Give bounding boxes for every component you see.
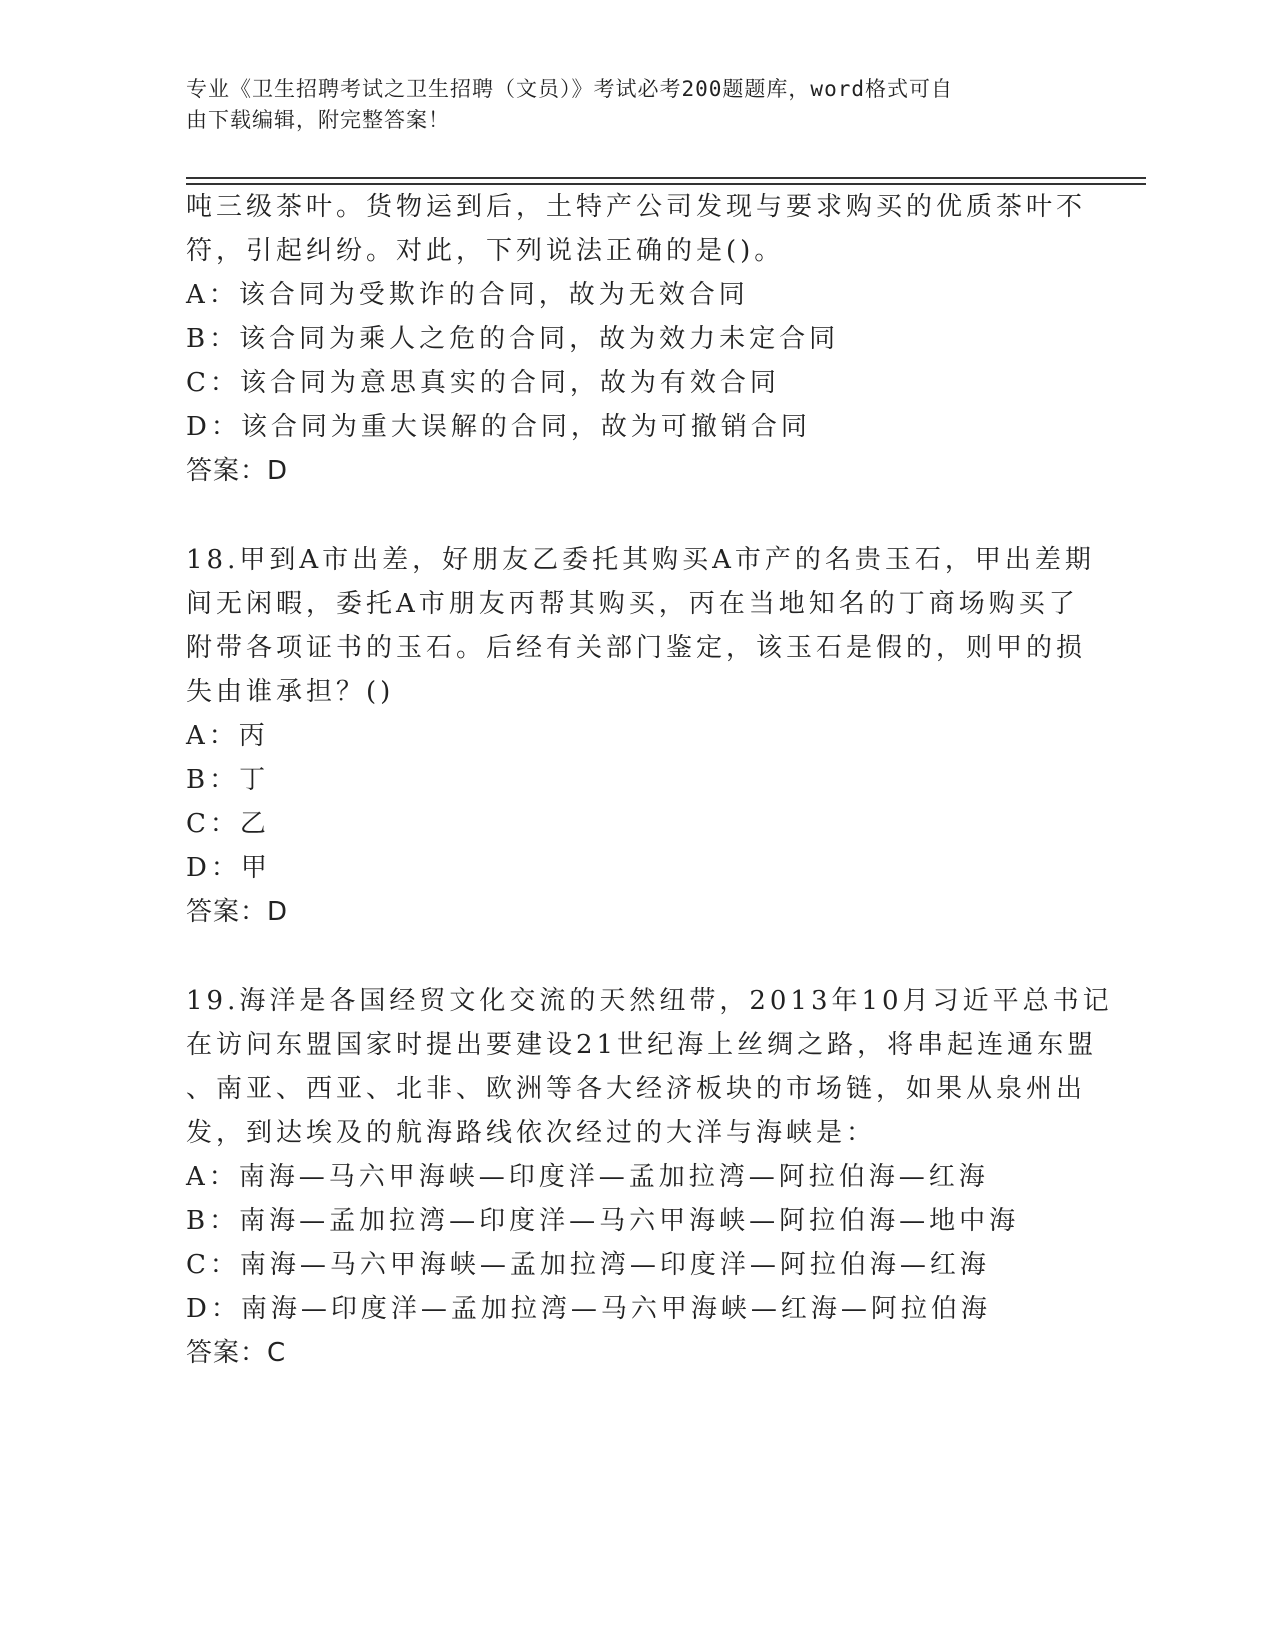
q19-stem-line-4: 发，到达埃及的航海路线依次经过的大洋与海峡是：: [186, 1118, 877, 1148]
q18-option-c: C：乙: [186, 809, 270, 839]
header-divider-bottom: [186, 183, 1146, 185]
header-title-line-2: 由下载编辑，附完整答案！: [186, 108, 450, 132]
header-title-line-1: 专业《卫生招聘考试之卫生招聘（文员）》考试必考200题题库，word格式可自: [186, 77, 953, 101]
q18-option-b: B：丁: [186, 765, 270, 795]
q17-option-b: B：该合同为乘人之危的合同，故为效力未定合同: [186, 324, 840, 354]
q18-stem-line-3: 附带各项证书的玉石。后经有关部门鉴定，该玉石是假的，则甲的损: [186, 633, 1087, 663]
q17-stem-line-1: 吨三级茶叶。货物运到后，土特产公司发现与要求购买的优质茶叶不: [186, 192, 1087, 222]
header-divider-top: [186, 177, 1146, 179]
q19-stem-line-1: 19.海洋是各国经贸文化交流的天然纽带，2013年10月习近平总书记: [186, 986, 1113, 1016]
q18-answer: 答案：D: [186, 897, 289, 927]
q17-option-a: A：该合同为受欺诈的合同，故为无效合同: [186, 280, 749, 310]
document-header: [186, 74, 1066, 136]
q17-answer: 答案：D: [186, 456, 289, 486]
q19-option-c: C：南海—马六甲海峡—孟加拉湾—印度洋—阿拉伯海—红海: [186, 1250, 990, 1280]
q18-option-d: D：甲: [186, 853, 271, 883]
q18-stem-line-2: 间无闲暇，委托A市朋友丙帮其购买，丙在当地知名的丁商场购买了: [186, 589, 1079, 619]
q19-stem-line-2: 在访问东盟国家时提出要建设21世纪海上丝绸之路，将串起连通东盟: [186, 1030, 1098, 1060]
q19-option-a: A：南海—马六甲海峡—印度洋—孟加拉湾—阿拉伯海—红海: [186, 1162, 989, 1192]
q18-option-a: A：丙: [186, 721, 269, 751]
q17-option-d: D：该合同为重大误解的合同，故为可撤销合同: [186, 412, 811, 442]
q19-answer: 答案：C: [186, 1338, 287, 1368]
q17-option-c: C：该合同为意思真实的合同，故为有效合同: [186, 368, 780, 398]
q19-stem-line-3: 、南亚、西亚、北非、欧洲等各大经济板块的市场链，如果从泉州出: [186, 1074, 1087, 1104]
q17-stem-line-2: 符，引起纠纷。对此，下列说法正确的是()。: [186, 236, 785, 266]
q18-stem-line-1: 18.甲到A市出差，好朋友乙委托其购买A市产的名贵玉石，甲出差期: [186, 545, 1095, 575]
q18-stem-line-4: 失由谁承担？(): [186, 677, 395, 707]
q19-option-d: D：南海—印度洋—孟加拉湾—马六甲海峡—红海—阿拉伯海: [186, 1294, 991, 1324]
q19-option-b: B：南海—孟加拉湾—印度洋—马六甲海峡—阿拉伯海—地中海: [186, 1206, 1020, 1236]
